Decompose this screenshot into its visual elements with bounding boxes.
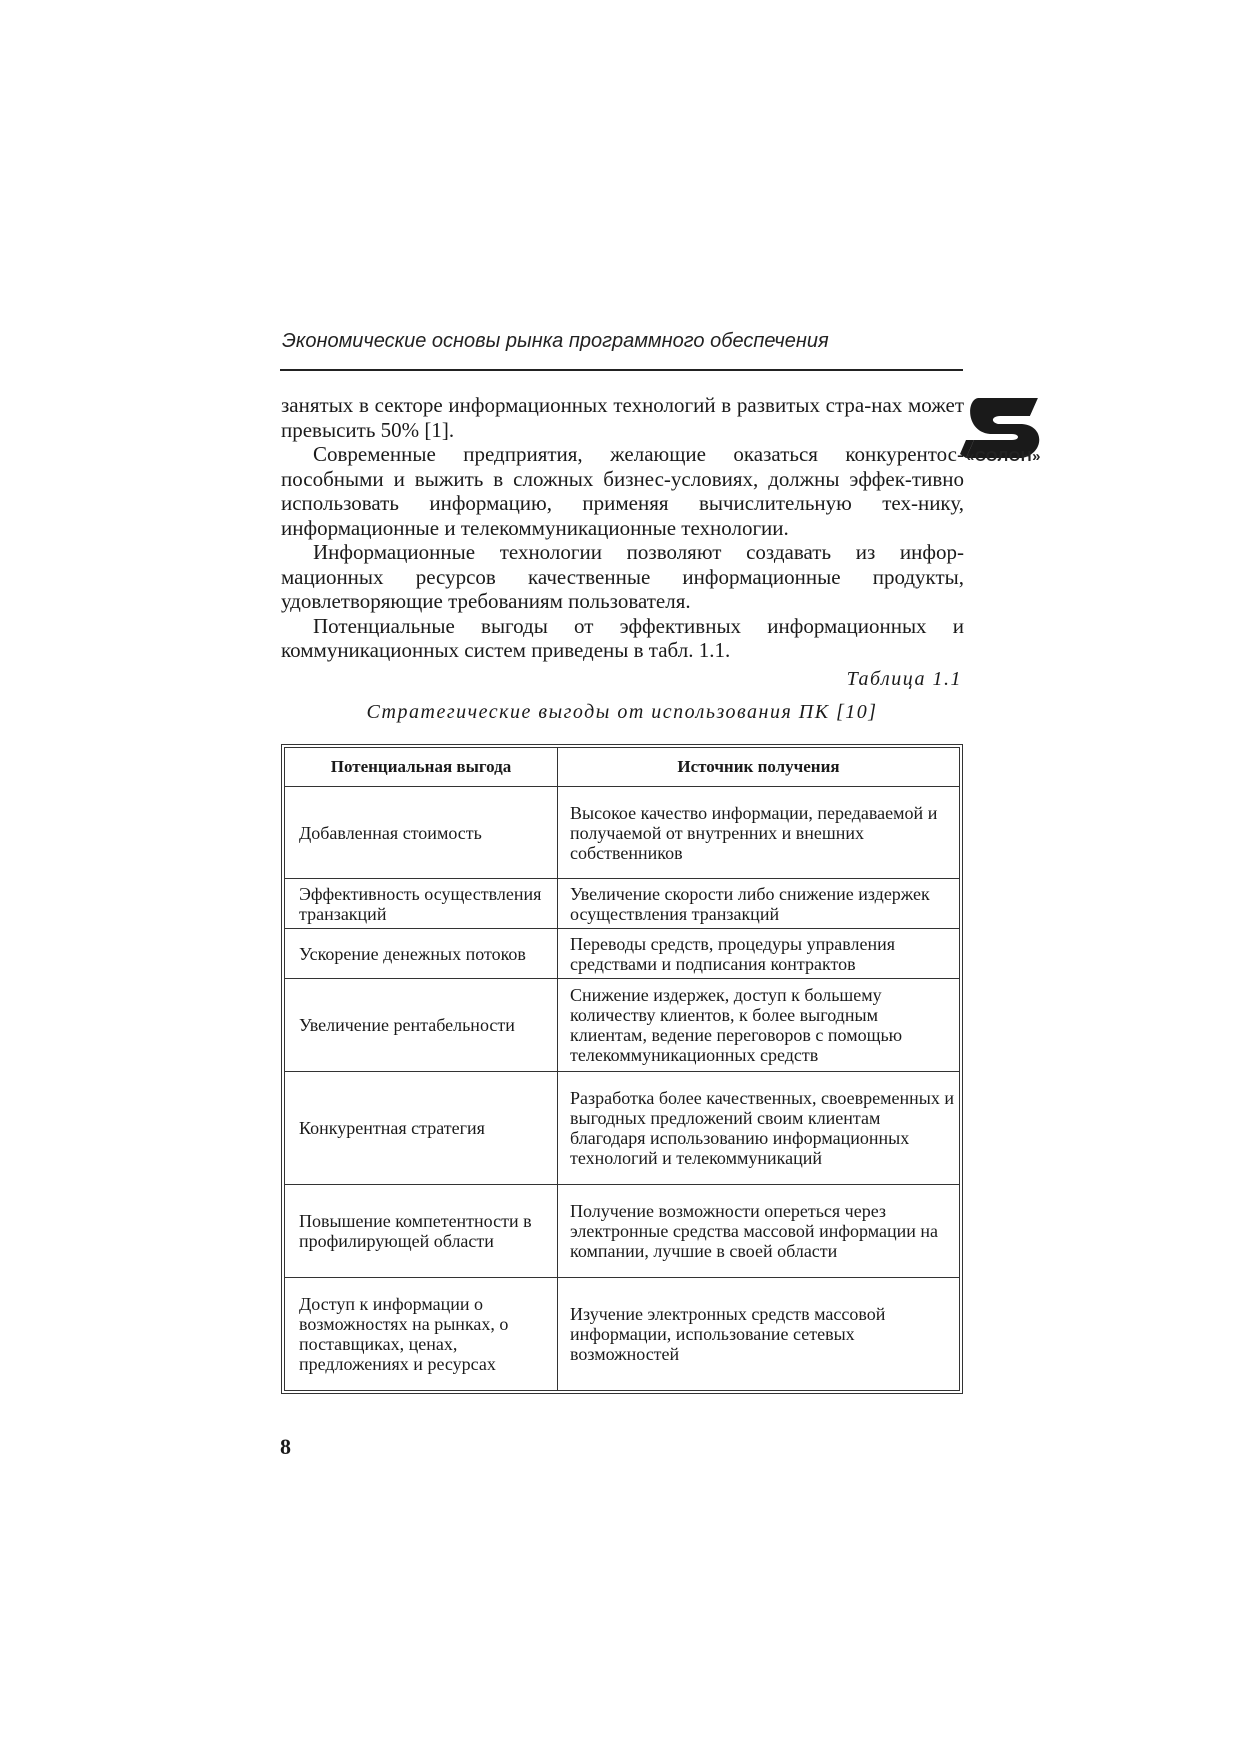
body-text — [281, 393, 964, 663]
page-number: 8 — [280, 1434, 291, 1459]
table-row — [285, 879, 960, 929]
table-row — [285, 787, 960, 879]
source-cell: Переводы средств, процедуры управления средствами и подписания контрактов — [558, 929, 960, 979]
column-header-source: Источник получения — [558, 748, 960, 787]
column-header-benefit: Потенциальная выгода — [285, 748, 558, 787]
paragraph: Потенциальные выгоды от эффективных информационных и коммуникационных систем приведены в табл. 1.1. — [281, 613, 964, 662]
source-cell: Получение возможности опереться через электронные средства массовой информации на компании, лучшие в своей области — [558, 1185, 960, 1278]
source-cell: Разработка более качественных, своевременных и выгодных предложений своим клиентам благодаря использованию информационных технологий и телекоммуникаций — [558, 1072, 960, 1185]
table-title: Стратегические выгоды от использования ПК [10] — [366, 701, 878, 723]
benefits-table — [284, 747, 960, 1391]
table-row — [285, 1185, 960, 1278]
benefit-cell: Эффективность осуществления транзакций — [285, 879, 558, 929]
table-row — [285, 929, 960, 979]
table-row — [285, 979, 960, 1072]
paragraph: занятых в секторе информационных технологий в развитых стра-нах может превысить 50% [1]. — [281, 393, 964, 442]
source-cell: Снижение издержек, доступ к большему количеству клиентов, к более выгодным клиентам, ведение переговоров с помощью телекоммуникационных средств — [558, 979, 960, 1072]
benefit-cell: Ускорение денежных потоков — [285, 929, 558, 979]
benefit-cell: Доступ к информации о возможностях на рынках, о поставщиках, ценах, предложениях и ресурсах — [285, 1278, 558, 1391]
paragraph: Информационные технологии позволяют создавать из инфор-мационных ресурсов качественные информационные продукты, удовлетворяющие требованиям пользователя. — [281, 540, 964, 613]
logo-text: «СОЛОН» — [966, 448, 1041, 465]
benefits-table-frame — [281, 744, 963, 1394]
benefit-cell: Повышение компетентности в профилирующей области — [285, 1185, 558, 1278]
paragraph: Современные предприятия, желающие оказаться конкурентос-пособными и выжить в сложных бизнес-условиях, должны эффек-тивно использовать информацию, применяя вычислительную тех-нику, информационные и телекоммуникационные технологии. — [281, 442, 964, 540]
table-label: Таблица 1.1 — [846, 668, 962, 690]
source-cell: Увеличение скорости либо снижение издержек осуществления транзакций — [558, 879, 960, 929]
source-cell: Изучение электронных средств массовой информации, использование сетевых возможностей — [558, 1278, 960, 1391]
header-rule — [280, 369, 963, 371]
source-cell: Высокое качество информации, передаваемой и получаемой от внутренних и внешних собственников — [558, 787, 960, 879]
table-row — [285, 1072, 960, 1185]
table-row — [285, 1278, 960, 1391]
benefit-cell: Увеличение рентабельности — [285, 979, 558, 1072]
benefit-cell: Добавленная стоимость — [285, 787, 558, 879]
running-title: Экономические основы рынка программного обеспечения — [282, 330, 829, 352]
table-header-row — [285, 748, 960, 787]
benefit-cell: Конкурентная стратегия — [285, 1072, 558, 1185]
